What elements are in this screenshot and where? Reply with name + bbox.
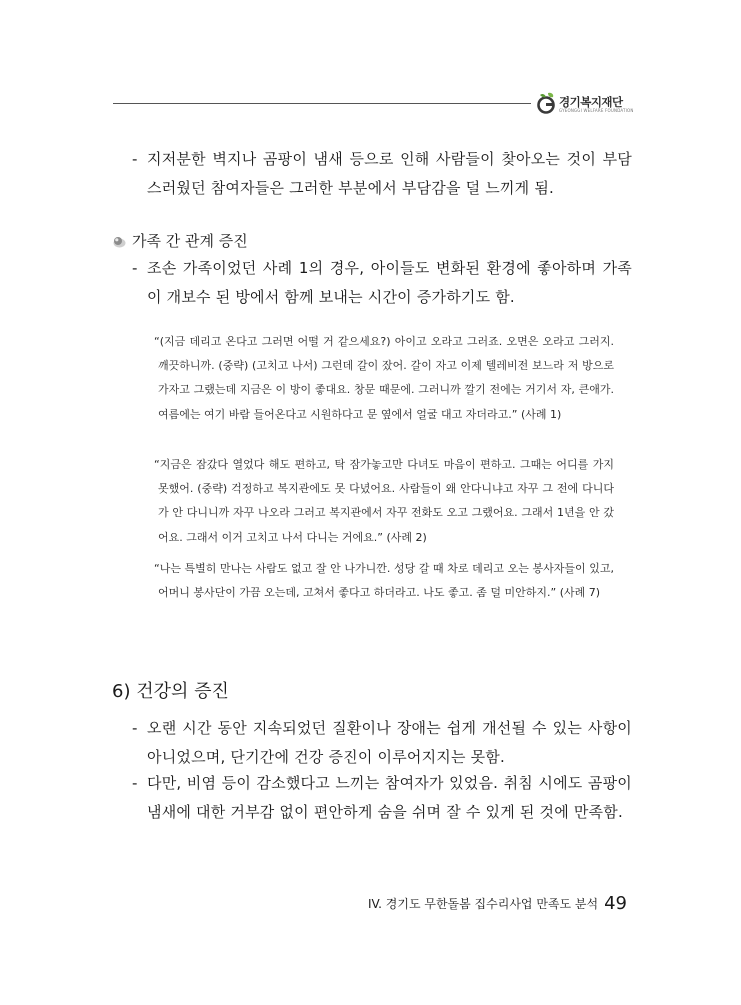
bullet-dash: -	[132, 774, 138, 792]
section-title: 6) 건강의 증진	[112, 681, 229, 702]
list-item	[132, 145, 632, 203]
bullet-text: 오랜 시간 동안 지속되었던 질환이나 장애는 쉽게 개선될 수 있는 사항이 아니었으며, 단기간에 건강 증진이 이루어지지는 못함.	[147, 719, 632, 766]
quote-text: “지금은 잠갔다 열었다 해도 편하고, 탁 잠가놓고만 다녀도 마음이 편하고. 그때는 어디를 가지 못했어. (중략) 걱정하고 복지관에도 못 다녔어요. 사람들이 왜 안다니냐고 자꾸 그 전에 다니다가 안 다니니까 자꾸 나오라 그러고 복지관에서 자꾸 전화도 오고 그랬어요. 그래서 1년을 안 갔어요. 그래서 이거 고치고 나서 다니는 거에요.”	[154, 458, 614, 544]
bullet-text: 다만, 비염 등이 감소했다고 느끼는 참여자가 있었음. 취침 시에도 곰팡이 냄새에 대한 거부감 없이 편안하게 숨을 쉬며 잘 수 있게 된 것에 만족함.	[147, 774, 632, 821]
header-rule	[113, 103, 531, 104]
logo-name: 경기복지재단	[559, 95, 623, 109]
page-footer	[368, 890, 627, 918]
foundation-logo	[535, 91, 645, 117]
quote-case: (사례 1)	[520, 407, 562, 421]
interview-quote	[154, 453, 614, 550]
bullet-text: 조손 가족이었던 사례 1의 경우, 아이들도 변화된 환경에 좋아하며 가족이 개보수 된 방에서 함께 보내는 시간이 증가하기도 함.	[147, 259, 632, 306]
interview-quote	[154, 330, 614, 427]
interview-quote	[154, 557, 614, 605]
quote-case: (사례 7)	[559, 586, 601, 600]
bullet-orb-icon	[112, 236, 126, 248]
logo-subtitle: GYEONGGI WELFARE FOUNDATION	[559, 108, 634, 113]
subsection-heading	[112, 229, 248, 253]
quote-case: (사례 2)	[386, 530, 427, 544]
page-number: 49	[604, 893, 627, 914]
list-item	[132, 714, 632, 772]
bullet-dash: -	[132, 150, 138, 168]
list-item	[132, 769, 632, 827]
quote-text: “나는 특별히 만나는 사람도 없고 잘 안 나가니깐. 성당 갈 때 차로 데리고 오는 봉사자들이 있고, 어머니 봉사단이 가끔 오는데, 고쳐서 좋다고 하더라고. 나도 좋고. 좀 덜 미안하지.”	[154, 562, 614, 600]
bullet-text: 지저분한 벽지나 곰팡이 냄새 등으로 인해 사람들이 찾아오는 것이 부담스러웠던 참여자들은 그러한 부분에서 부담감을 덜 느끼게 됨.	[147, 150, 632, 197]
subsection-title: 가족 간 관계 증진	[132, 232, 248, 250]
gyeonggi-welfare-logo-mark-icon	[535, 91, 557, 115]
bullet-dash: -	[132, 719, 138, 737]
quote-text: “(지금 데리고 온다고 그러면 어떨 거 같으세요?) 아이고 오라고 그러죠. 오면은 오라고 그러지. 깨끗하니까. (중략) (고치고 나서) 그런데 갈이 잤어. 갈이 자고 이제 텔레비전 보느라 저 방으로 가자고 그랬는데 지금은 이 방이 좋대요. 창문 때문에. 그러니까 깔기 전에는 거기서 자, 큰애가. 여름에는 여기 바람 들어온다고 시원하다고 문 옆에서 얼굴 대고 자더라고.”	[154, 335, 614, 421]
bullet-dash: -	[132, 259, 138, 277]
chapter-title: IV. 경기도 무한돌봄 집수리사업 만족도 분석	[367, 897, 599, 911]
list-item	[132, 254, 632, 312]
